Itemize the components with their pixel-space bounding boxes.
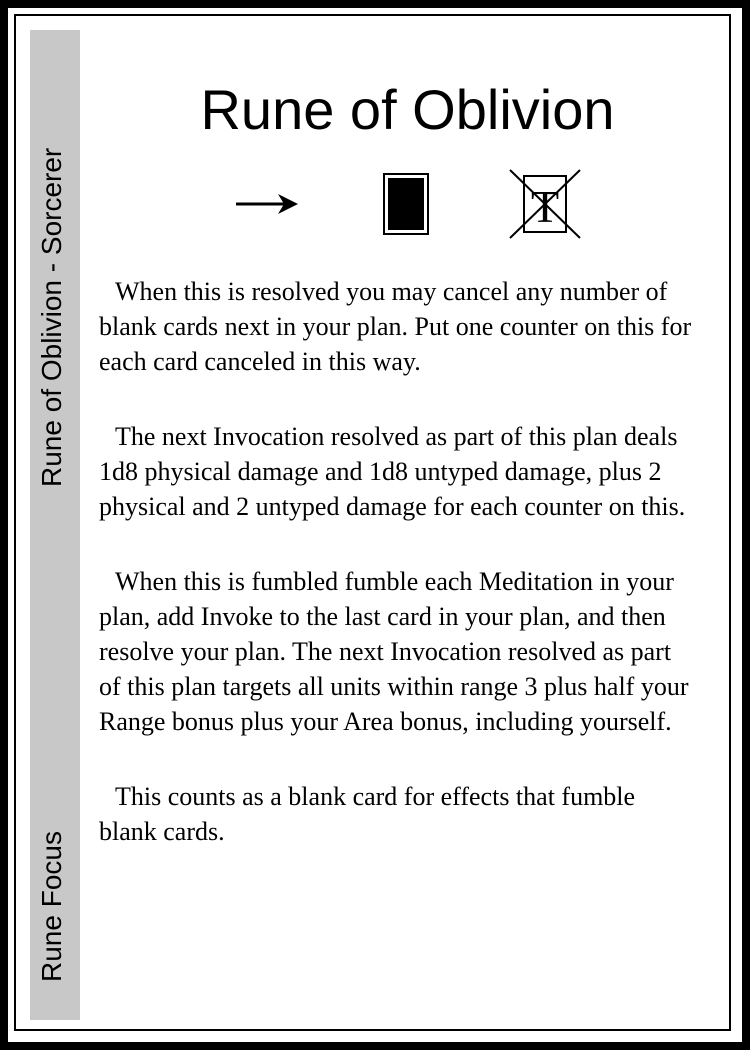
rules-paragraph: When this is fumbled fumble each Meditation in your plan, add Invoke to the last card in your plan, and then resolve your plan. The next Invocation resolved as part of this plan targets all units within range 3 plus half your Range bonus plus your Area bonus, including yourself.	[99, 567, 689, 736]
card-title: Rune of Oblivion	[200, 78, 615, 141]
rules-paragraph: The next Invocation resolved as part of this plan deals 1d8 physical damage and 1d8 untyped damage, plus 2 physical and 2 untyped damage for each counter on this.	[99, 422, 686, 521]
arrow-right-icon	[234, 186, 300, 222]
rules-paragraph: This counts as a blank card for effects that fumble blank cards.	[99, 782, 636, 846]
rules-text	[99, 274, 699, 889]
crossed-out-t-card-icon	[508, 168, 582, 240]
t-glyph: T	[530, 181, 560, 232]
blank-card-icon	[382, 172, 430, 236]
side-label-card-type: Rune Focus	[36, 831, 67, 982]
side-label-card-name-class: Rune of Oblivion - Sorcerer	[36, 147, 67, 487]
rules-paragraph: When this is resolved you may cancel any number of blank cards next in your plan. Put one counter on this for each card canceled in this way.	[99, 277, 692, 376]
